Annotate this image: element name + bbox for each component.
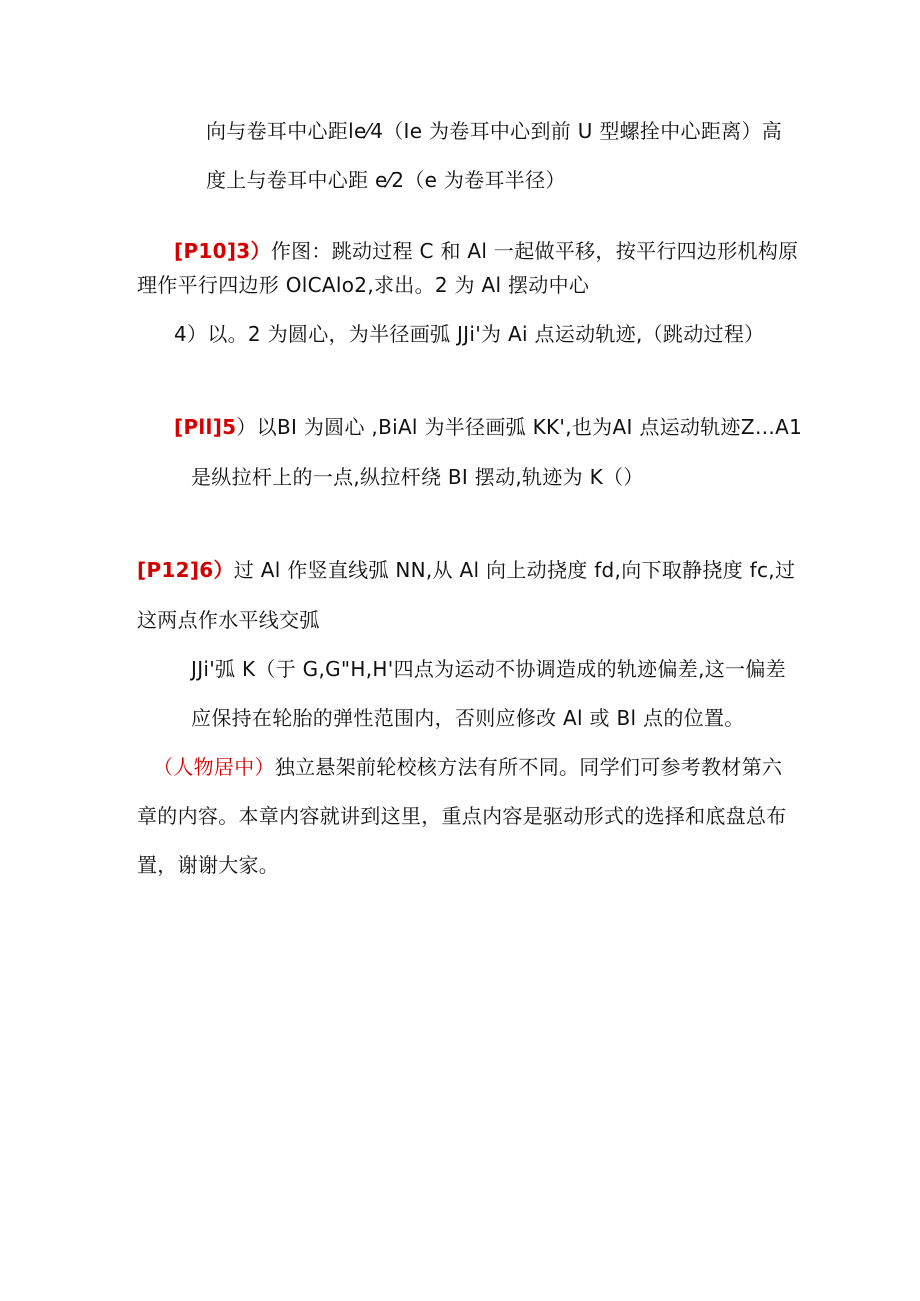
line-text: 度上与卷耳中心距 e⁄2（e 为卷耳半径） — [206, 168, 566, 192]
text-line-12 — [153, 754, 782, 780]
line-text: 4）以。2 为圆心，为半径画弧 JJi'为 Ai 点运动轨迹,（跳动过程） — [174, 322, 765, 346]
stage-direction: （人物居中） — [153, 755, 275, 779]
line-text: 向与卷耳中心距le⁄4（Ie 为卷耳中心到前 U 型螺拴中心距离）高 — [206, 119, 783, 143]
page-marker-p10: [P10]3） — [174, 239, 271, 263]
page-marker-p12: [P12]6） — [137, 558, 234, 582]
text-line-4 — [137, 272, 589, 298]
line-text: 这两点作水平线交弧 — [137, 608, 320, 632]
line-text: JJi'弧 K（于 G,G"H,H'四点为运动不协调造成的轨迹偏差,这一偏差 — [191, 657, 786, 681]
text-line-5 — [174, 321, 764, 347]
line-text: 过 Al 作竖直线弧 NN,从 Al 向上动挠度 fd,向下取静挠度 fc,过 — [233, 558, 796, 582]
text-line-10 — [191, 656, 786, 682]
line-text: 独立悬架前轮校核方法有所不同。同学们可参考教材第六 — [274, 755, 783, 779]
text-line-8 — [137, 557, 795, 583]
text-line-9 — [137, 607, 320, 633]
line-text: 理作平行四边形 OlCAlo2,求出。2 为 Al 摆动中心 — [137, 273, 590, 297]
text-line-13 — [137, 803, 787, 829]
text-line-3 — [174, 238, 798, 264]
line-text: 作图：跳动过程 C 和 Al 一起做平移，按平行四边形机构原 — [270, 239, 799, 263]
text-line-2 — [206, 167, 566, 193]
line-text: ）以BI 为圆心 ,BiAl 为半径画弧 KK',也为AI 点运动轨迹Z…A1 — [236, 415, 803, 439]
text-line-14 — [137, 852, 279, 878]
line-text: 应保持在轮胎的弹性范围内，否则应修改 Al 或 Bl 点的位置。 — [191, 706, 745, 730]
line-text: 置，谢谢大家。 — [137, 853, 280, 877]
text-line-11 — [191, 705, 745, 731]
text-line-7 — [191, 464, 644, 490]
text-line-6 — [174, 414, 802, 440]
line-text: 章的内容。本章内容就讲到这里，重点内容是驱动形式的选择和底盘总布 — [137, 804, 787, 828]
line-text: 是纵拉杆上的一点,纵拉杆绕 BI 摆动,轨迹为 K（） — [191, 465, 644, 489]
page-marker-p11: [Pll]5 — [174, 415, 237, 439]
text-line-1 — [206, 118, 782, 144]
